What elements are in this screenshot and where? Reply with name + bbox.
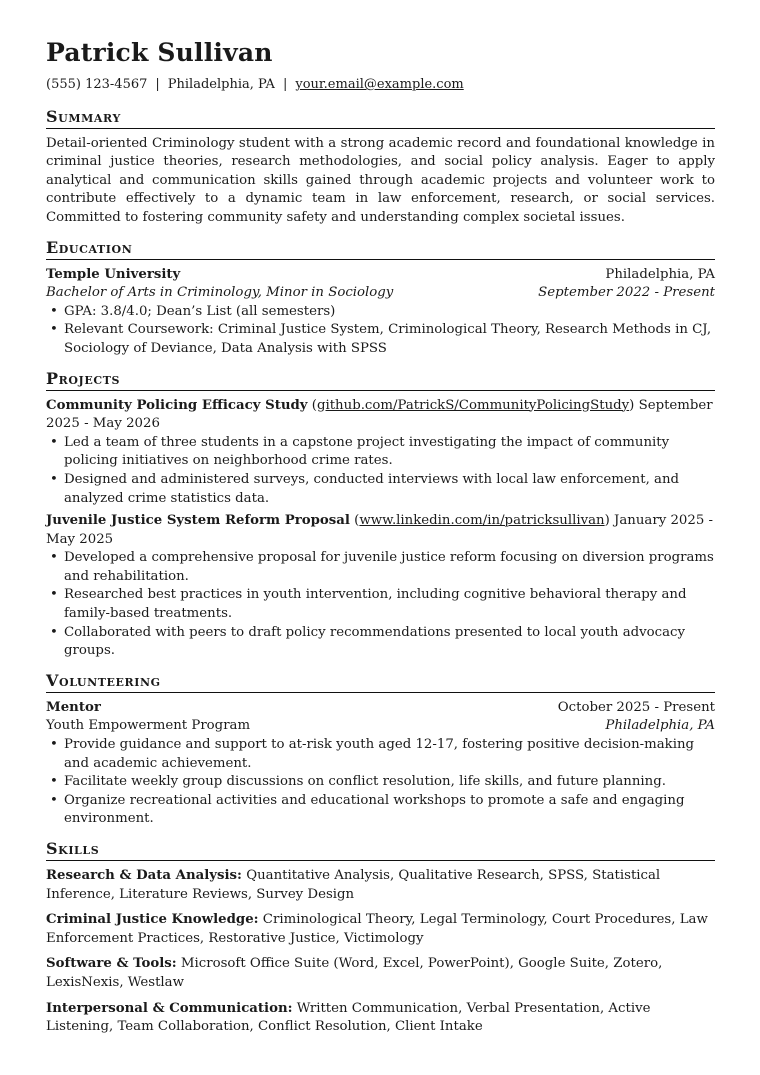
skill-label: Interpersonal & Communication: bbox=[46, 1000, 293, 1016]
education-dates: September 2022 - Present bbox=[538, 285, 715, 301]
project-dates: January 2025 - May 2025 bbox=[46, 513, 713, 547]
list-item: • GPA: 3.8/4.0; Dean’s List (all semesters) bbox=[46, 303, 715, 322]
skill-label: Software & Tools: bbox=[46, 956, 177, 972]
section-title: Projects bbox=[46, 369, 715, 391]
list-item: • Researched best practices in youth intervention, including cognitive behavioral therapy and family-based treatments. bbox=[46, 586, 715, 623]
skill-group bbox=[46, 867, 715, 904]
volunteering-section bbox=[46, 671, 715, 829]
separator: | bbox=[282, 77, 288, 92]
phone-number: (555) 123-4567 bbox=[46, 77, 148, 92]
volunteering-header-row bbox=[46, 699, 715, 718]
section-title: Skills bbox=[46, 839, 715, 861]
project-name: Community Policing Efficacy Study bbox=[46, 397, 308, 413]
separator: | bbox=[155, 77, 160, 92]
skill-label: Criminal Justice Knowledge: bbox=[46, 912, 259, 928]
resume-page bbox=[46, 38, 715, 1037]
school-location: Philadelphia, PA bbox=[605, 266, 715, 282]
volunteering-entry bbox=[46, 699, 715, 829]
skill-value: Quantitative Analysis, Qualitative Research, SPSS, Statistical Inference, Literature Reviews, Survey Design bbox=[46, 868, 661, 902]
list-item: • Developed a comprehensive proposal for juvenile justice reform focusing on diversion programs and rehabilitation. bbox=[46, 549, 715, 586]
list-item: • Collaborated with peers to draft policy recommendations presented to local youth advocacy groups. bbox=[46, 624, 715, 661]
skill-group bbox=[46, 1000, 715, 1037]
list-item: • Led a team of three students in a capstone project investigating the impact of community policing initiatives on neighborhood crime rates. bbox=[46, 434, 715, 471]
section-title: Summary bbox=[46, 107, 715, 129]
degree: Bachelor of Arts in Criminology, Minor in Sociology bbox=[46, 285, 394, 301]
education-header-row bbox=[46, 266, 715, 285]
list-item: • Designed and administered surveys, conducted interviews with local law enforcement, and analyzed crime statistics data. bbox=[46, 471, 715, 508]
volunteer-org: Youth Empowerment Program bbox=[46, 718, 251, 734]
list-item: • Relevant Coursework: Criminal Justice System, Criminological Theory, Research Methods in CJ, Sociology of Deviance, Data Analysis with SPSS bbox=[46, 321, 715, 358]
volunteering-org-row bbox=[46, 717, 715, 736]
section-title: Education bbox=[46, 238, 715, 260]
volunteer-location: Philadelphia, PA bbox=[605, 718, 715, 734]
list-item: • Organize recreational activities and educational workshops to promote a safe and engaging environment. bbox=[46, 792, 715, 829]
volunteer-dates: October 2025 - Present bbox=[557, 699, 715, 715]
contact-line bbox=[46, 76, 715, 95]
list-item: • Facilitate weekly group discussions on conflict resolution, life skills, and future planning. bbox=[46, 773, 715, 792]
education-section bbox=[46, 238, 715, 359]
skills-list bbox=[46, 867, 715, 1037]
email-link[interactable]: your.email@example.com bbox=[295, 77, 464, 92]
project-header: Community Policing Efficacy Study (github.com/PatrickS/CommunityPolicingStudy) September 2025 - May 2026 bbox=[46, 397, 713, 432]
project-link[interactable]: github.com/PatrickS/CommunityPolicingStudy bbox=[316, 397, 630, 413]
education-degree-row bbox=[46, 284, 715, 303]
section-title: Volunteering bbox=[46, 671, 715, 693]
school-name: Temple University bbox=[46, 266, 181, 282]
skills-section bbox=[46, 839, 715, 1037]
project-bullets bbox=[46, 549, 715, 661]
project-name: Juvenile Justice System Reform Proposal bbox=[46, 513, 350, 529]
project-header: Juvenile Justice System Reform Proposal (www.linkedin.com/in/patricksullivan) January 2025 - May 2025 bbox=[46, 513, 713, 547]
project-dates: September 2025 - May 2026 bbox=[46, 397, 713, 432]
summary-section bbox=[46, 107, 715, 228]
skill-group bbox=[46, 955, 715, 992]
volunteering-bullets bbox=[46, 736, 715, 829]
summary-text: Detail-oriented Criminology student with a strong academic record and foundational knowledge in criminal justice theories, research methodologies, and social policy analysis. Eager to apply analytical and communication skills gained through academic projects and volunteer work to contribute effectively to a dynamic team in law enforcement, research, or social services. Committed to fostering community safety and understanding complex societal issues. bbox=[46, 135, 715, 225]
list-item: • Provide guidance and support to at-risk youth aged 12-17, fostering positive decision-making and academic achievement. bbox=[46, 736, 715, 773]
skill-label: Research & Data Analysis: bbox=[46, 868, 242, 883]
education-entry bbox=[46, 266, 715, 359]
skill-group bbox=[46, 911, 715, 948]
projects-list bbox=[46, 397, 715, 661]
project-bullets bbox=[46, 434, 715, 508]
project-entry bbox=[46, 512, 715, 661]
skill-value: Microsoft Office Suite (Word, Excel, PowerPoint), Google Suite, Zotero, LexisNexis, Westlaw bbox=[46, 956, 663, 990]
education-bullets bbox=[46, 303, 715, 359]
candidate-name: Patrick Sullivan bbox=[46, 38, 273, 67]
skill-value: Written Communication, Verbal Presentation, Active Listening, Team Collaboration, Conflict Resolution, Client Intake bbox=[46, 1000, 651, 1035]
project-link[interactable]: www.linkedin.com/in/patricksullivan bbox=[359, 513, 605, 529]
volunteer-role: Mentor bbox=[46, 699, 101, 715]
skill-value: Criminological Theory, Legal Terminology, Court Procedures, Law Enforcement Practices, Restorative Justice, Victimology bbox=[46, 912, 708, 946]
project-entry bbox=[46, 397, 715, 509]
location: Philadelphia, PA bbox=[167, 77, 275, 92]
projects-section bbox=[46, 369, 715, 661]
